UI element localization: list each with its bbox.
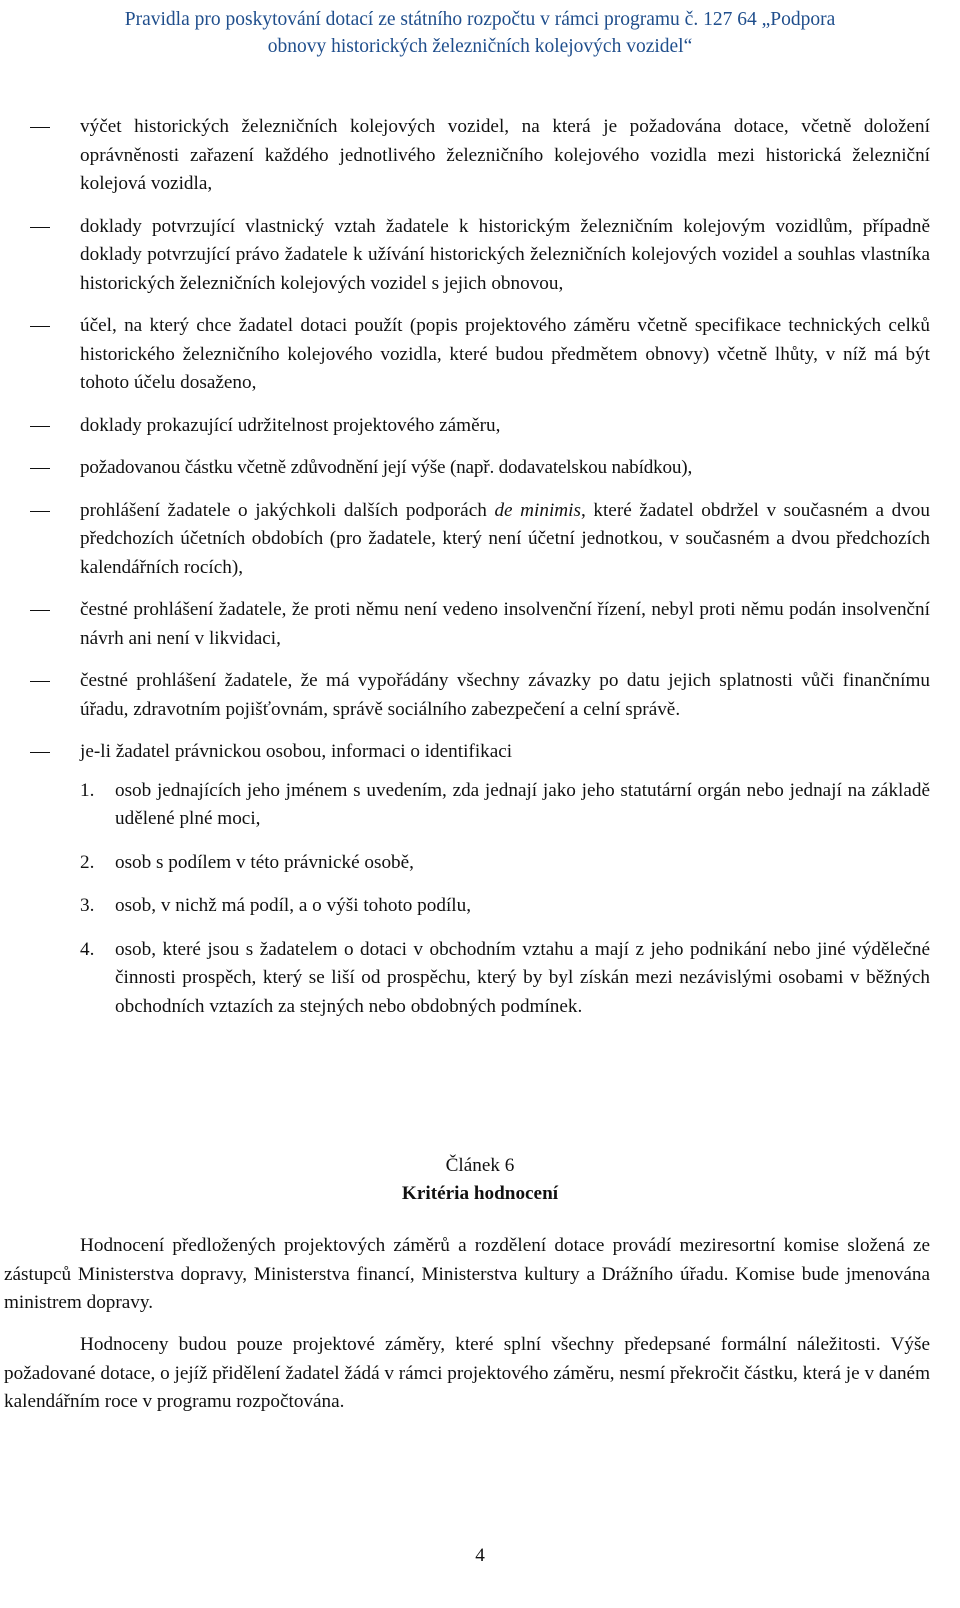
header-line-2: obnovy historických železničních kolejových vozidel“ — [267, 36, 693, 57]
item-number: 1. — [80, 779, 95, 801]
list-item: čestné prohlášení žadatele, že má vypořádány všechny závazky po datu jejich splatnosti vůči finančnímu úřadu, zdravotním pojišťovnám, správě sociálního zabezpečení a celní správě. — [30, 667, 930, 724]
numbered-item — [80, 936, 930, 1022]
list-item — [30, 738, 930, 1021]
numbered-item — [80, 892, 930, 921]
numbered-list — [80, 777, 930, 1022]
list-item: výčet historických železničních kolejových vozidel, na která je požadována dotace, včetně doložení oprávněnosti zařazení každého jednotlivého železničního kolejového vozidla mezi historická železniční kolejová vozidla, — [30, 113, 930, 199]
list-item-text: je-li žadatel právnickou osobou, informaci o identifikaci — [80, 741, 513, 762]
list-item-text: , které žadatel obdržel v současném a dvou předchozích účetních obdobích (pro žadatele, který není účetní jednotkou, v současném a dvou předchozích kalendářních rocích), — [80, 499, 930, 578]
numbered-item — [80, 777, 930, 834]
item-number: 4. — [80, 938, 95, 960]
list-item — [30, 497, 930, 583]
page-number: 4 — [475, 1545, 485, 1566]
paragraph: Hodnocení předložených projektových záměrů a rozdělení dotace provádí meziresortní komise složená ze zástupců Ministerstva dopravy, Ministerstva financí, Ministerstva kultury a Drážního úřadu. Komise bude jmenována ministrem dopravy. — [4, 1235, 930, 1313]
article-heading — [0, 1152, 960, 1208]
article-title: Kritéria hodnocení — [401, 1183, 559, 1204]
numbered-item-text: osob, v nichž má podíl, a o výši tohoto podílu, — [115, 895, 472, 916]
list-item: doklady potvrzující vlastnický vztah žadatele k historickým železničním kolejovým vozidlům, případně doklady potvrzující právo žadatele k užívání historických železničních kolejových vozidel a souhlas vlastníka historických železničních kolejových vozidel s jejich obnovou, — [30, 213, 930, 299]
requirements-list — [30, 113, 930, 1036]
list-item: čestné prohlášení žadatele, že proti němu není vedeno insolvenční řízení, nebyl proti němu podán insolvenční návrh ani není v likvidaci, — [30, 596, 930, 653]
list-item: požadovanou částku včetně zdůvodnění její výše (např. dodavatelskou nabídkou), — [30, 454, 930, 483]
document-header — [0, 6, 960, 60]
numbered-item-text: osob jednajících jeho jménem s uvedením, zda jednají jako jeho statutární orgán nebo jednají na základě udělené plné moci, — [115, 779, 930, 829]
item-number: 2. — [80, 851, 95, 873]
item-number: 3. — [80, 895, 95, 916]
de-minimis-term: de minimis — [494, 499, 581, 521]
list-item: doklady prokazující udržitelnost projektového záměru, — [30, 412, 930, 441]
paragraph: Hodnoceny budou pouze projektové záměry, které splní všechny předepsané formální náležitosti. Výše požadované dotace, o jejíž přidělení žadatel žádá v rámci projektového záměru, nesmí překročit částku, která je v daném kalendářním roce v programu rozpočtována. — [4, 1334, 930, 1412]
numbered-item-text: osob, které jsou s žadatelem o dotaci v obchodním vztahu a mají z jeho podnikání nebo jiné výdělečné činnosti prospěch, který se liší od prospěchu, který by byl získán mezi nezávislými osobami v běžných obchodních vztazích za stejných nebo obdobných podmínek. — [115, 938, 930, 1017]
list-item: účel, na který chce žadatel dotaci použít (popis projektového záměru včetně specifikace technických celků historického železničního kolejového vozidla, které budou předmětem obnovy) včetně lhůty, v níž má být tohoto účelu dosaženo, — [30, 312, 930, 398]
header-line-1: Pravidla pro poskytování dotací ze státního rozpočtu v rámci programu č. 127 64 „Podpora — [124, 9, 836, 30]
numbered-item-text: osob s podílem v této právnické osobě, — [115, 851, 414, 873]
numbered-item — [80, 849, 930, 878]
article-number: Článek 6 — [445, 1155, 515, 1176]
list-item-text: prohlášení žadatele o jakýchkoli dalších podporách — [80, 499, 495, 521]
